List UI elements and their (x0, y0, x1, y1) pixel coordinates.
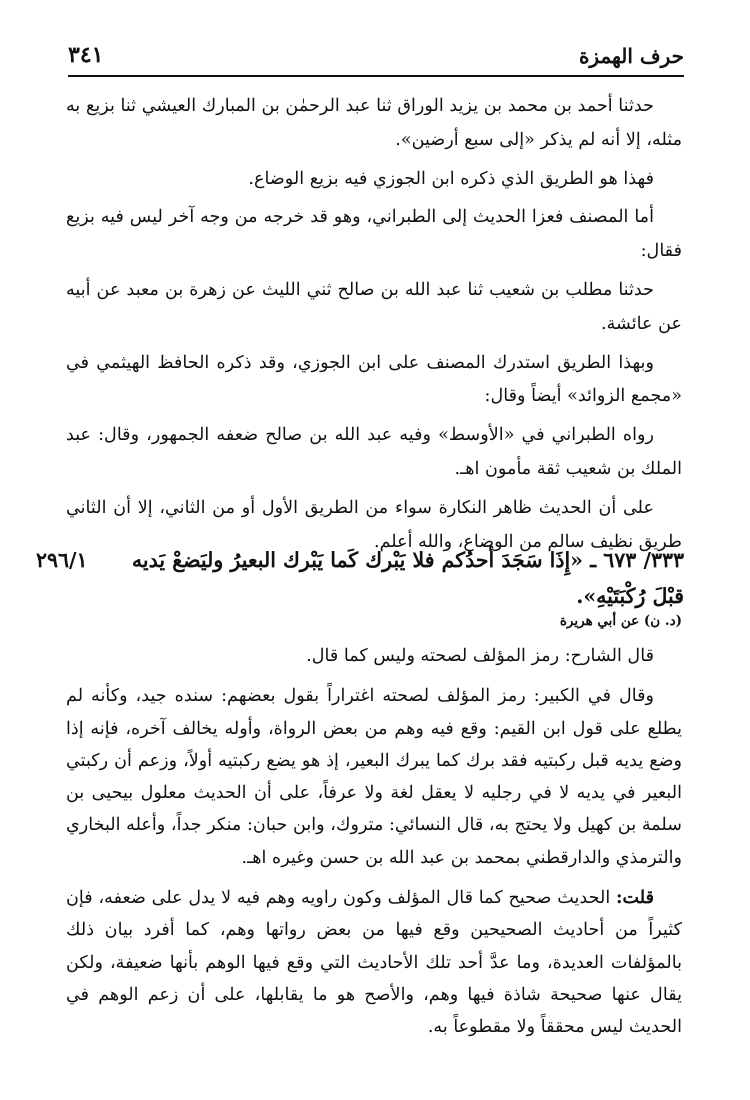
hadith-entry (36, 542, 684, 614)
page-number: ٣٤١ (68, 42, 104, 68)
paragraph: على أن الحديث ظاهر النكارة سواء من الطريق الأول أو من الثاني، إلا أن الثاني طريق نظيف سالم من الوضاع، والله أعلم. (66, 497, 682, 552)
paragraph: رواه الطبراني في «الأوسط» وفيه عبد الله بن صالح ضعفه الجمهور، وقال: عبد الملك بن شعيب ثقة مأمون اهـ. (66, 425, 682, 479)
hadith-reference: ٢٩٦/١ (36, 548, 88, 572)
main-text (66, 90, 682, 564)
commentary-section (66, 640, 682, 1052)
commentary-paragraph (66, 882, 682, 1043)
paragraph: وبهذا الطريق استدرك المصنف على ابن الجوزي، وقد ذكره الحافظ الهيثمي في «مجمع الزوائد» أيضاً وقال: (66, 352, 682, 407)
commentary-paragraph: وقال في الكبير: رمز المؤلف لصحته اغتراراً بقول بعضهم: سنده جيد، وكأنه لم يطلع على قول ابن القيم: وقع فيه وهم من بعض الرواة، وأوله يخالف آخره، فإنه إذا وضع يديه قبل ركبتيه فقد برك كما يبرك البعير، إذ هو يضع ركبتيه أولاً، وزعم أن ركبتي البعير في يديه لا في رجليه لا يعقل لغة ولا عرفاً، على أن الحديث معلول بيحيى بن سلمة بن كهيل ولا يحتج به، قال النسائي: متروك، وابن حبان: منكر جداً، وأعله البخاري والترمذي والدارقطني بمحمد بن عبد الله بن حسن وغيره اهـ. (66, 686, 682, 868)
hadith-text: «إِذَا سَجَدَ أحدُكم فلا يَبْرك كَما يَبْرك البعيرُ وليَضعْ يَديه قبْلَ رُكْبَتَيْهِ». (131, 548, 684, 608)
paragraph: أما المصنف فعزا الحديث إلى الطبراني، وهو قد خرجه من وجه آخر ليس فيه بزيع فقال: (66, 207, 682, 262)
paragraph: حدثنا مطلب بن شعيب ثنا عبد الله بن صالح ثني الليث عن زهرة بن معبد عن أبيه عن عائشة. (66, 279, 682, 334)
page-header (68, 38, 684, 72)
commentary-text: الحديث صحيح كما قال المؤلف وكون راويه وهم فيه لا يدل على ضعفه، فإن كثيراً من أحاديث الصحيحين وقع فيها من بعض رواتها وهم، كما أفرد بيان ذلك بالمؤلفات العديدة، وما عدَّ أحد تلك الأحاديث التي وقع فيها الوهم بأنها ضعيفة، ولكن يقال عنها صحيحة شاذة فيها وهم، والأصح هو ما يقابلها، على أن زعم الوهم في الحديث ليس محققاً ولا مقطوعاً به. (66, 888, 682, 1038)
commentary-paragraph: قال الشارح: رمز المؤلف لصحته وليس كما قال. (306, 646, 654, 666)
hadith-number: ٣٣٣/ ٦٧٣ ـ (590, 548, 684, 572)
hadith-source: (د. ن) عن أبي هريرة (559, 613, 682, 629)
qultu-label: قلت: (615, 887, 654, 909)
chapter-title: حرف الهمزة (578, 44, 684, 68)
paragraph: حدثنا أحمد بن محمد بن يزيد الوراق ثنا عبد الرحمٰن بن المبارك العيشي ثنا بزيع به مثله، إلا أنه لم يذكر «إلى سبع أرضين». (66, 96, 682, 150)
paragraph: فهذا هو الطريق الذي ذكره ابن الجوزي فيه بزيع الوضاع. (248, 168, 654, 189)
header-divider (68, 75, 684, 77)
